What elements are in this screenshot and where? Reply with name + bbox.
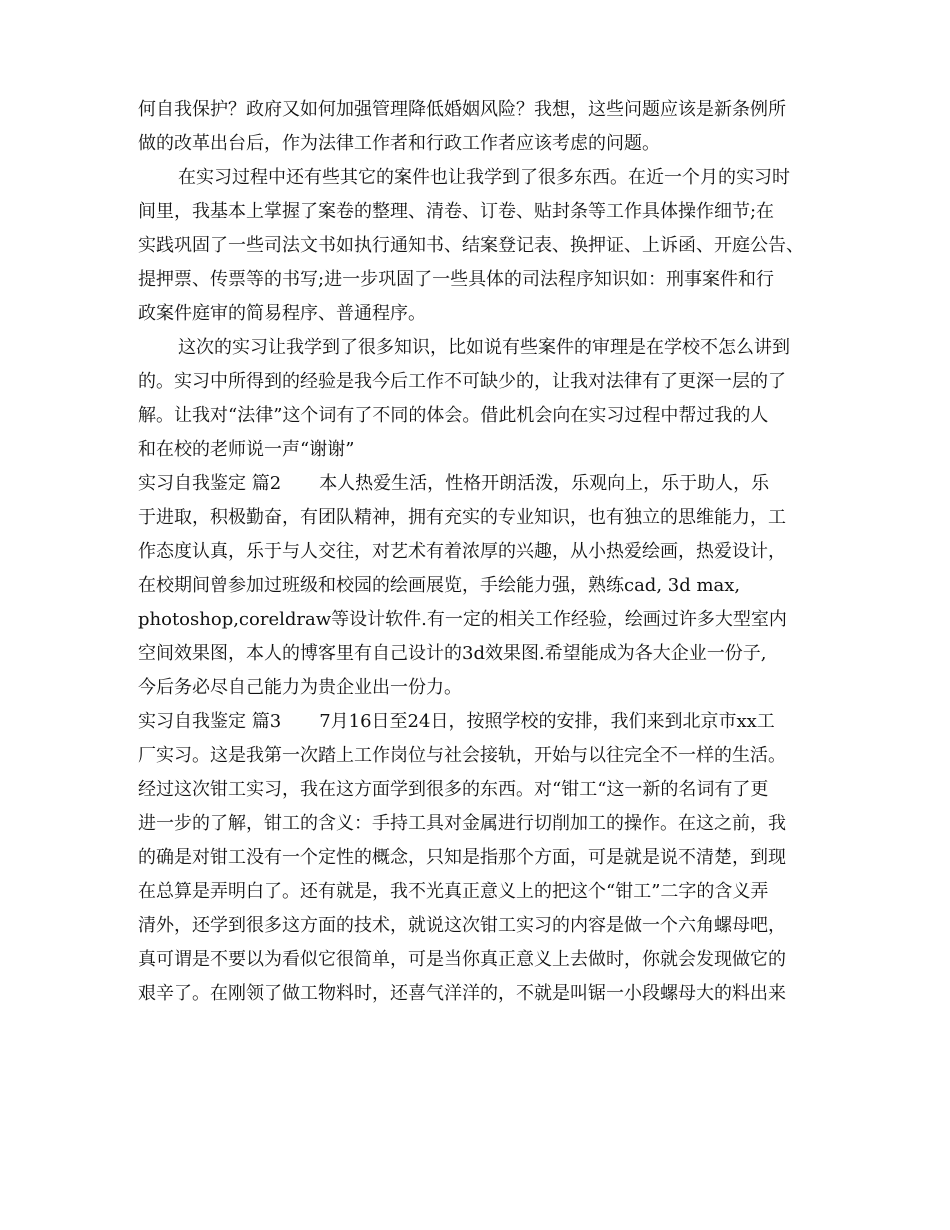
- section-3-first-line: [138, 705, 832, 739]
- paragraph-line: 在校期间曾参加过班级和校园的绘画展览，手绘能力强，熟练cad, 3d max,: [138, 575, 741, 596]
- paragraph-line: 在实习过程中还有些其它的案件也让我学到了很多东西。在近一个月的实习时: [178, 167, 790, 188]
- section-2-first-line: [138, 467, 832, 501]
- paragraph-line: 艰辛了。在刚领了做工物料时，还喜气洋洋的，不就是叫锯一小段螺母大的料出来: [138, 983, 786, 1004]
- paragraph-line: 作态度认真，乐于与人交往，对艺术有着浓厚的兴趣，从小热爱绘画，热爱设计，: [138, 541, 786, 562]
- paragraph-line: 在总算是弄明白了。还有就是，我不光真正意义上的把这个“钳工”二字的含义弄: [138, 881, 769, 902]
- paragraph-line: 真可谓是不要以为看似它很简单，可是当你真正意义上去做时，你就会发现做它的: [138, 949, 786, 970]
- paragraph-line: 清外，还学到很多这方面的技术，就说这次钳工实习的内容是做一个六角螺母吧，: [138, 915, 786, 936]
- paragraph-line: 解。让我对“法律”这个词有了不同的体会。借此机会向在实习过程中帮过我的人: [138, 405, 769, 426]
- section-2-heading: 实习自我鉴定 篇2: [138, 473, 282, 494]
- paragraph-line: 的确是对钳工没有一个定性的概念，只知是指那个方面，可是就是说不清楚，到现: [138, 847, 786, 868]
- paragraph-text: 7月16日至24日，按照学校的安排，我们来到北京市xx工: [319, 711, 775, 732]
- paragraph-line: 的。实习中所得到的经验是我今后工作不可缺少的，让我对法律有了更深一层的了: [138, 371, 786, 392]
- paragraph-line: 和在校的老师说一声“谢谢”: [138, 439, 355, 460]
- paragraph-line: 经过这次钳工实习，我在这方面学到很多的东西。对“钳工“这一新的名词有了更: [138, 779, 769, 800]
- paragraph-line: 实践巩固了一些司法文书如执行通知书、结案登记表、换押证、上诉函、开庭公告、: [138, 235, 804, 256]
- section-3-heading: 实习自我鉴定 篇3: [138, 711, 282, 732]
- paragraph-line: 今后务必尽自己能力为贵企业出一份力。: [138, 677, 462, 698]
- paragraph-line: 提押票、传票等的书写;进一步巩固了一些具体的司法程序知识如：刑事案件和行: [138, 269, 775, 290]
- paragraph-line: 厂实习。这是我第一次踏上工作岗位与社会接轨，开始与以往完全不一样的生活。: [138, 745, 786, 766]
- paragraph-line: 空间效果图，本人的博客里有自己设计的3d效果图.希望能成为各大企业一份子,: [138, 643, 767, 664]
- paragraph-line: 政案件庭审的简易程序、普通程序。: [138, 303, 426, 324]
- paragraph-line: photoshop,coreldraw等设计软件.有一定的相关工作经验，绘画过许多大型室内: [138, 609, 787, 630]
- paragraph-line: 间里，我基本上掌握了案卷的整理、清卷、订卷、贴封条等工作具体操作细节;在: [138, 201, 775, 222]
- paragraph-line: 何自我保护？政府又如何加强管理降低婚姻风险？我想，这些问题应该是新条例所: [138, 99, 786, 120]
- paragraph-line: 这次的实习让我学到了很多知识，比如说有些案件的审理是在学校不怎么讲到: [178, 337, 790, 358]
- paragraph-line: 于进取，积极勤奋，有团队精神，拥有充实的专业知识，也有独立的思维能力，工: [138, 507, 786, 528]
- paragraph-line: 进一步的了解，钳工的含义：手持工具对金属进行切削加工的操作。在这之前，我: [138, 813, 786, 834]
- paragraph-text: 本人热爱生活，性格开朗活泼，乐观向上，乐于助人，乐: [319, 473, 770, 494]
- paragraph-line: 做的改革出台后，作为法律工作者和行政工作者应该考虑的问题。: [138, 133, 660, 154]
